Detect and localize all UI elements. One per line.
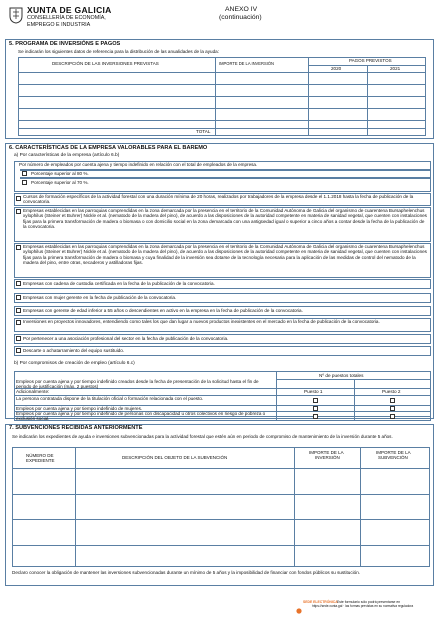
checkbox-woman-manager[interactable] <box>16 295 21 300</box>
checkbox-qualification-p1[interactable] <box>313 398 318 403</box>
option-over-80: Porcentaje superior al 80 %. <box>31 171 89 176</box>
input-subsidy-desc-2[interactable] <box>76 495 294 519</box>
subsidies-table <box>12 447 430 567</box>
input-subsidy-1[interactable] <box>361 469 429 494</box>
criterion-nematode-tech-text: Empresas establecidas en las parroquias comprendidas en la zona demarcada por la presencia en el territorio de la Comunidad Autónoma de Galicia del organismo de cuarentena Bursaphelenchus xylophilus (Steiner et Buhrer) Nickle et al. (nematodo de la madera del pino), de acuerdo a las disposiciones de la autoridad competente en materia de sanidad vegetal, que cuenten con instalaciones fijas para la primera transformación de madera o biomasa y cuya finalidad de la inversión sea dotarse de la tecnología necesaria para la aplicación de las medidas de control del nematodo de la madera del pino, entre otras, secaderos y astilladoras fijas. <box>23 244 427 265</box>
col-investment-2: INVERSIÓN <box>315 455 340 460</box>
org-name: XUNTA DE GALICIA <box>27 5 112 15</box>
col-investment-1: IMPORTE DE LA <box>309 450 344 455</box>
input-file-number-1[interactable] <box>13 469 75 494</box>
criterion-custody-text: Empresas con cadena de custodia certificada en la fecha de la publicación de la convocatoria. <box>23 281 215 286</box>
col-subsidy-description: DESCRIPCIÓN DEL OBJETO DE LA SUBVENCIÓN <box>122 455 228 460</box>
maintenance-declaration: Declaro conocer la obligación de mantener las inversiones subvencionadas durante un mínimo de 5 años y la imposibilidad de financiar con fondos públicos su sustitución. <box>12 570 361 575</box>
col-subsidy-1: IMPORTE DE LA <box>376 450 411 455</box>
year-2021: 2021 <box>390 66 401 71</box>
input-desc-3[interactable] <box>19 97 215 108</box>
input-amount-3[interactable] <box>216 97 308 108</box>
checkbox-custody[interactable] <box>16 281 21 286</box>
criterion-innovation-text: Inversiones en proyectos innovadores, entendiendo como tales los que dan lugar a nuevos productos inexistentes en el mercado en la fecha de publicación de la convocatoria. <box>23 319 380 324</box>
xunta-logo <box>8 6 24 24</box>
footer-line-1: Este formulario sólo podrá presentarse en <box>337 600 401 604</box>
input-desc-2[interactable] <box>19 85 215 96</box>
input-investment-1[interactable] <box>295 469 360 494</box>
input-desc-1[interactable] <box>19 73 215 84</box>
criterion-scrapping-text: Descarte o achatarramiento del equipo sustituido. <box>23 348 125 353</box>
department-line-2: EMPREGO E INDUSTRIA <box>27 22 91 28</box>
section-5-title: 5. PROGRAMA DE INVERSIÓNS E PAGOS <box>9 41 121 47</box>
col-investment-amount: IMPORTE DE LA INVERSIÓN <box>219 61 274 66</box>
input-amount-2[interactable] <box>216 85 308 96</box>
checkbox-innovation[interactable] <box>16 320 21 325</box>
criterion-association-text: Por pertenecer a una asociación profesional del sector en la fecha de publicación de la convocatoria. <box>23 336 229 341</box>
input-amount-1[interactable] <box>216 73 308 84</box>
department-line-1: CONSELLERÍA DE ECONOMÍA, <box>27 15 106 21</box>
checkbox-scrapping[interactable] <box>16 348 21 353</box>
criterion-demarcated-zone-text: Empresas establecidas en las parroquias comprendidas en la zona demarcada por la presencia en el territorio de la Comunidad Autónoma de Galicia del organismo de cuarentena Bursaphelenchus xylophilus (Steiner et Buhrer) Nickle et al. (nematodo de la madera del pino), de acuerdo a las disposiciones de la autoridad competente en materia de sanidad vegetal, que cuenten con instalaciones fijas para la primera transformación de madera o biomasa o con domicilio social en la zona demarcada con una antigüedad igual o superior a cinco años a contar desde la fecha de la publicación de la convocatoria. <box>23 208 427 229</box>
col-file-number-2: EXPEDIENTE <box>26 458 55 463</box>
section-6-title: 6. CARACTERÍSTICAS DE LA EMPRESA VALORABLES PARA EL BAREMO <box>9 145 208 151</box>
col-file-number-1: NÚMERO DE <box>26 453 54 458</box>
checkbox-over-80[interactable] <box>22 171 27 176</box>
checkbox-qualification-p2[interactable] <box>390 398 395 403</box>
criterion-young-manager-text: Empresas con gerente de edad inferior a 55 años o descendientes en activo en la empresa en la fecha de publicación de la convocatoria. <box>23 308 303 313</box>
col-investment-description: DESCRIPCIÓN DE LAS INVERSIONES PREVISTAS <box>52 61 159 66</box>
section-5-intro: Se indicarán los siguientes datos de referencia para la distribución de las anualidades de la ayuda: <box>18 49 219 54</box>
sede-logo <box>296 601 302 607</box>
total-label: TOTAL <box>196 129 211 134</box>
puesto-2-header: Puesto 2 <box>382 389 401 394</box>
section-7-title: 7. SUBVENCIONES RECIBIDAS ANTERIORMENTE <box>9 425 143 431</box>
input-2020-1[interactable] <box>309 73 367 84</box>
input-subsidy-desc-3[interactable] <box>76 520 294 545</box>
checkbox-training[interactable] <box>16 196 21 201</box>
year-2020: 2020 <box>331 66 342 71</box>
extra-row-women: Empleos por cuenta ajena y por tiempo indefinido de mujeres. <box>16 406 143 411</box>
checkbox-disability-p1[interactable] <box>313 414 318 419</box>
input-subsidy-desc-1[interactable] <box>76 469 294 494</box>
section-6b-title: b) Por compromisos de creación de empleo (artículo 6.c) <box>14 361 135 366</box>
checkbox-association[interactable] <box>16 336 21 341</box>
col-subsidy-2: SUBVENCIÓN <box>378 455 408 460</box>
checkbox-demarcated-zone[interactable] <box>16 209 21 214</box>
input-jobs-created[interactable] <box>277 380 431 388</box>
annex-title: ANEXO IV <box>225 6 258 13</box>
criterion-employees-text: Por número de empleados por cuenta ajena y tiempo indefinido en relación con el total de empleados de la empresa. <box>19 162 258 167</box>
checkbox-disability-p2[interactable] <box>390 414 395 419</box>
section-6a-title: a) Por características de la empresa (artículo 6.b) <box>14 153 120 158</box>
input-total-amount[interactable] <box>216 129 308 136</box>
investment-table <box>18 57 426 137</box>
puesto-1-header: Puesto 1 <box>304 389 323 394</box>
col-planned-payments: PAGOS PREVISTOS <box>349 58 392 63</box>
checkbox-young-manager[interactable] <box>16 308 21 313</box>
extra-row-disability: Empleos por cuenta ajena y por tiempo indefinido de personas con discapacidad u otros colectivos en riesgo de pobreza o exclusión social. <box>16 411 266 422</box>
input-file-number-3[interactable] <box>13 520 75 545</box>
footer-brand: SEDE ELECTRÓNICA <box>303 600 338 604</box>
option-over-70: Porcentaje superior al 70 %. <box>31 180 89 185</box>
input-file-number-2[interactable] <box>13 495 75 519</box>
criterion-woman-manager-text: Empresas con mujer gerente en la fecha de publicación de la convocatoria. <box>23 295 177 300</box>
input-desc-4[interactable] <box>19 109 215 120</box>
input-amount-4[interactable] <box>216 109 308 120</box>
coat-of-arms-icon <box>8 6 24 24</box>
sede-circle-icon <box>296 608 302 614</box>
annex-continuation: (continuación) <box>219 14 262 21</box>
section-7-intro: Se indicarán los expedientes de ayuda e inversiones subvencionadas para la actividad forestal que estén aún en periodo de compromiso de mantenimiento de la inversión durante 5 años. <box>12 434 393 439</box>
jobs-total-header: Nº de puestos totales <box>319 373 364 378</box>
extra-row-qualification: La persona contratada dispone de la titulación oficial o formación relacionada con el puesto. <box>16 396 204 401</box>
footer-line-2: https://sede.xunta.gal · las formas previstas en su normativa reguladora <box>312 604 414 608</box>
additional-label: Adicionalmente: <box>16 389 50 394</box>
jobs-created-label: Empleos por cuenta ajena y por tiempo indefinido creados desde la fecha de presentación de la solicitud hasta el fin de periodo de justificación (máx. 2 puestos) <box>16 379 259 390</box>
checkbox-nematode-tech[interactable] <box>16 245 21 250</box>
criterion-training-text: Cursos de formación específicos de la actividad forestal con una duración mínima de 20 horas, realizados por trabajadores de la empresa desde el 1.1.2018 hasta la fecha de publicación de la convocatoria. <box>23 194 414 205</box>
input-2021-1[interactable] <box>368 73 425 84</box>
checkbox-over-70[interactable] <box>22 180 27 185</box>
